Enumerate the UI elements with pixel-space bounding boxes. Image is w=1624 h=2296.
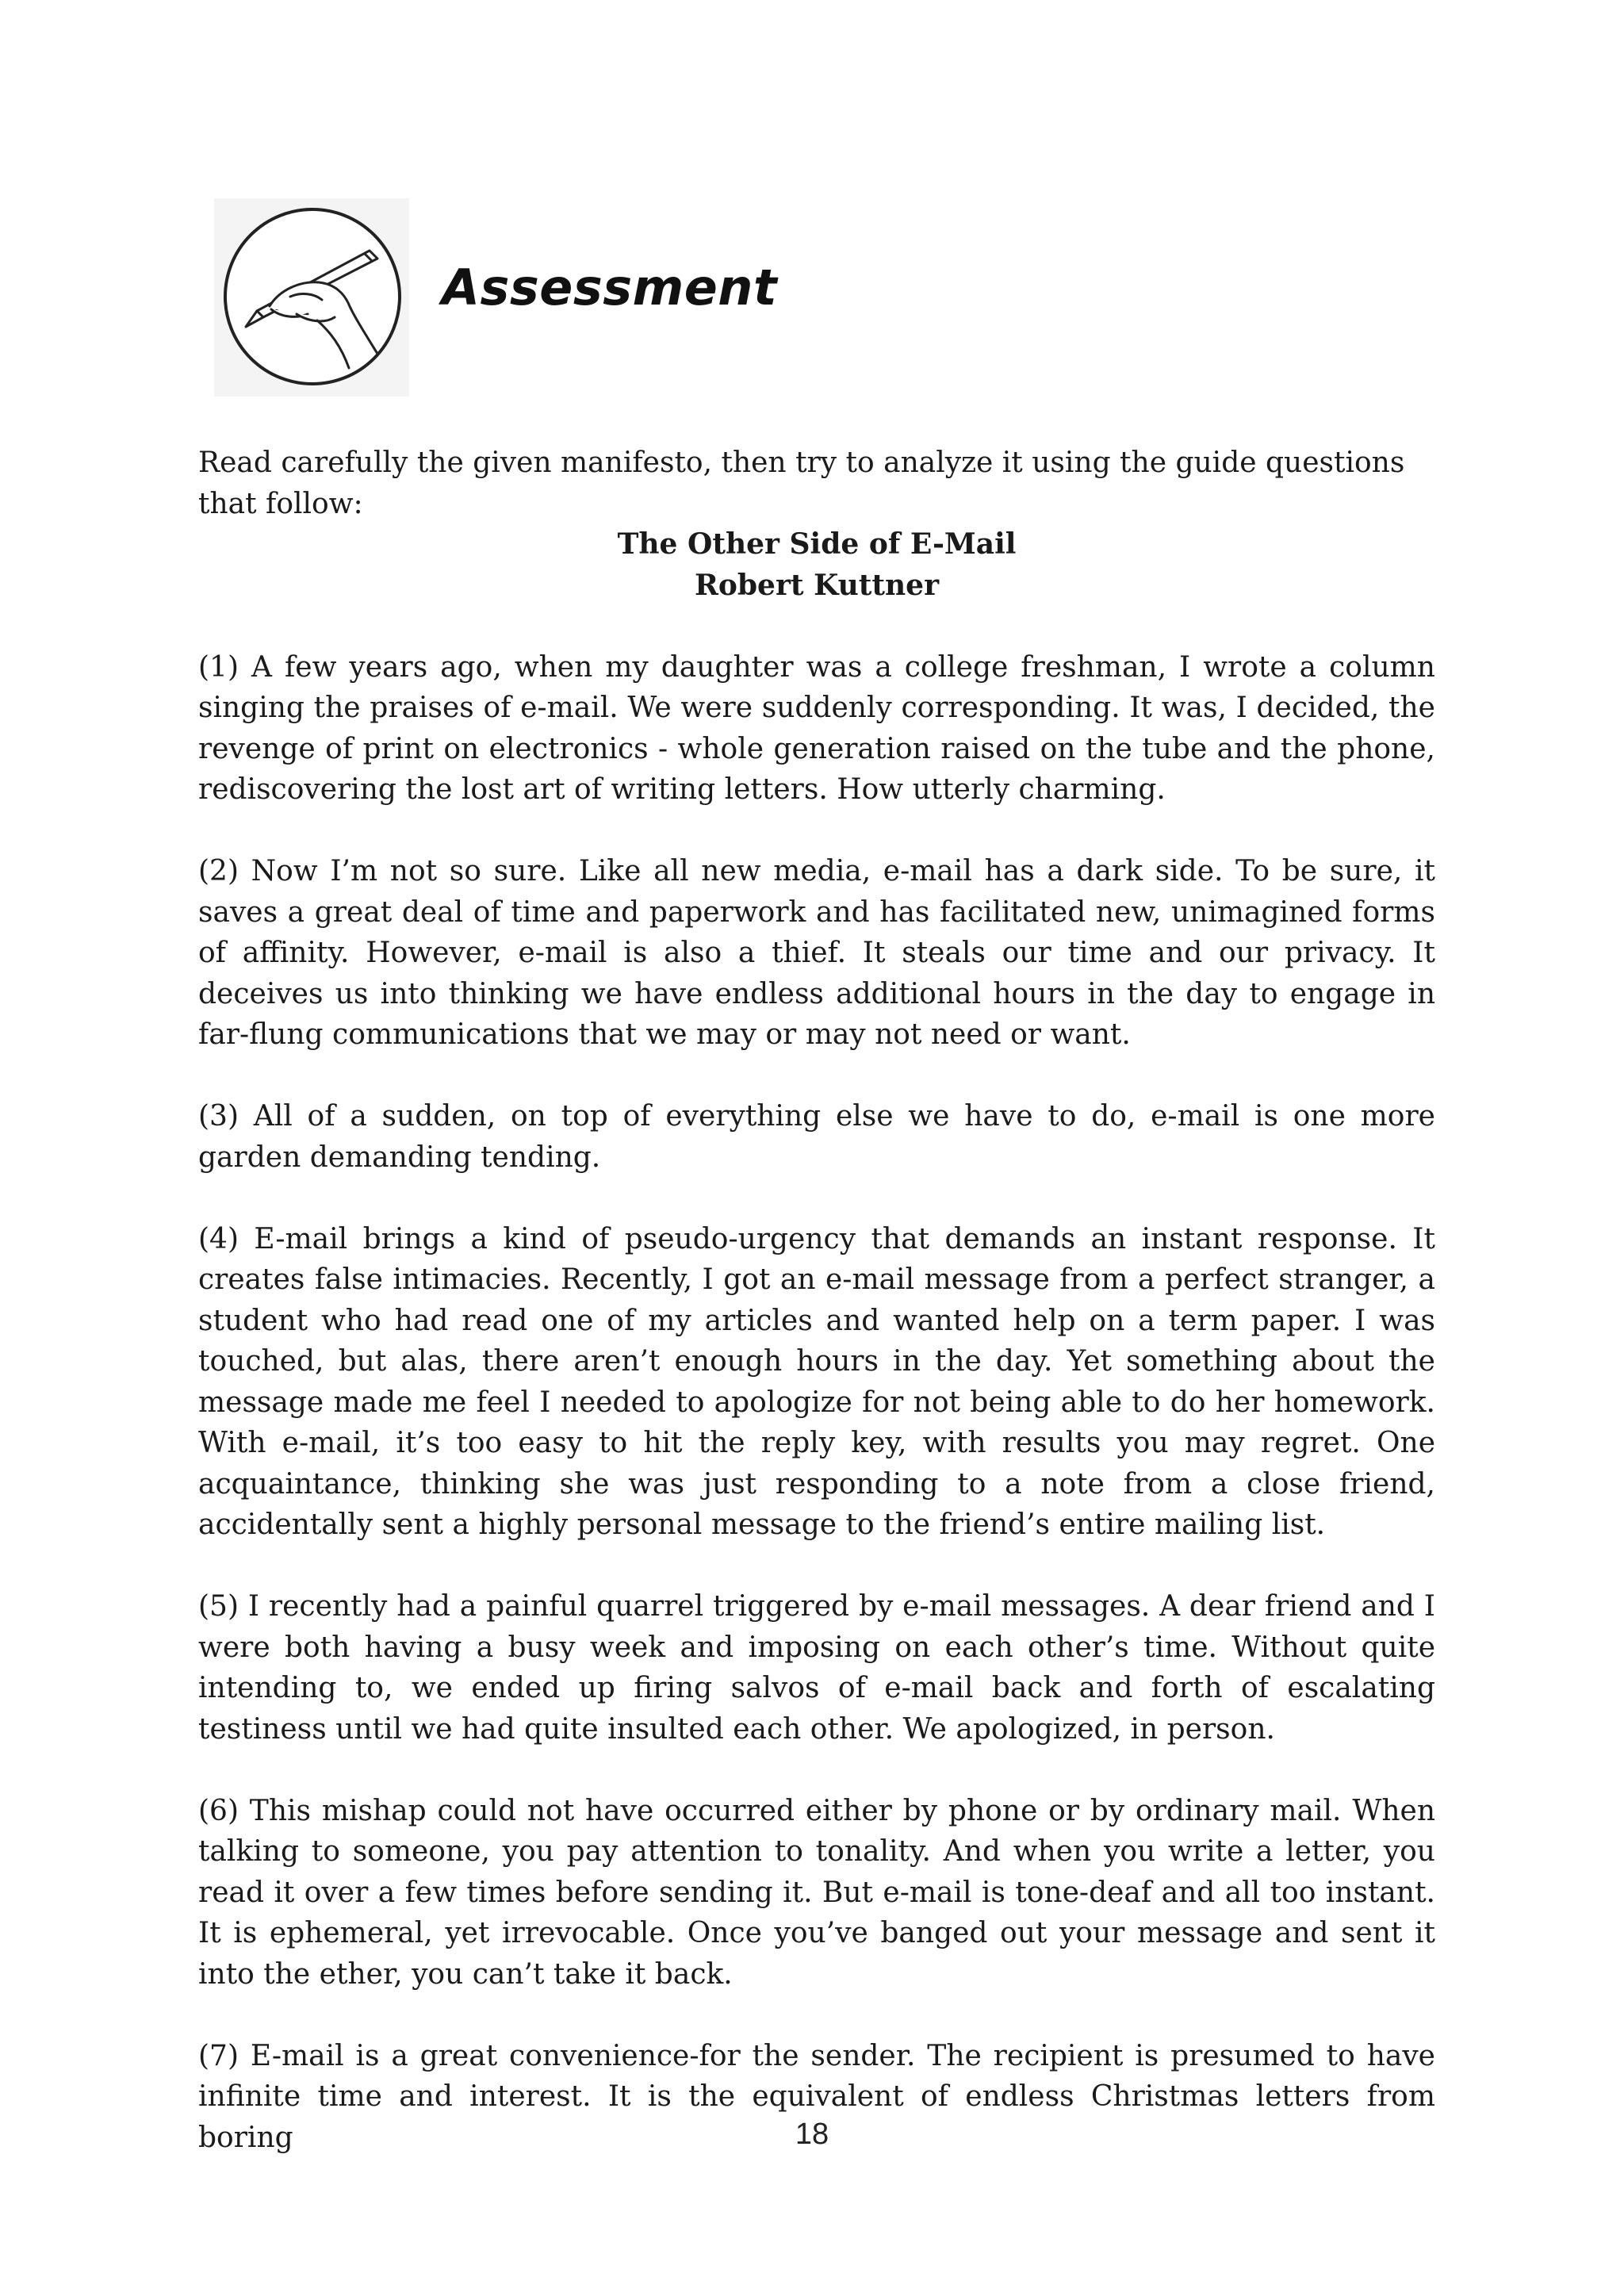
- article-paragraph-3: (3) All of a sudden, on top of everything else we have to do, e-mail is one more garden demanding tending.: [198, 1100, 1435, 1174]
- main-content: [198, 443, 1435, 2158]
- page-number: 18: [795, 2118, 829, 2151]
- article-paragraph-7: (7) E-mail is a great convenience-for the sender. The recipient is presumed to have infinite time and interest. It is the equivalent of endless Christmas letters from boring: [198, 2039, 1435, 2154]
- instructions-text: Read carefully the given manifesto, then try to analyze it using the guide questions that follow:: [198, 447, 1405, 520]
- article-paragraph-1: (1) A few years ago, when my daughter was a college freshman, I wrote a column singing the praises of e-mail. We were suddenly corresponding. It was, I decided, the revenge of print on electronics - whole generation raised on the tube and the phone, rediscovering the lost art of writing letters. How utterly charming.: [198, 650, 1435, 806]
- hand-writing-icon: [214, 198, 409, 397]
- article-paragraph-6: (6) This mishap could not have occurred either by phone or by ordinary mail. When talking to someone, you pay attention to tonality. And when you write a letter, you read it over a few times before sending it. But e-mail is tone-deaf and all too instant. It is ephemeral, yet irrevocable. Once you’ve banged out your message and sent it into the ether, you can’t take it back.: [198, 1794, 1435, 1991]
- article-title: The Other Side of E-Mail: [617, 527, 1017, 561]
- article-paragraph-5: (5) I recently had a painful quarrel triggered by e-mail messages. A dear friend and I were both having a busy week and imposing on each other’s time. Without quite intending to, we ended up firing salvos of e-mail back and forth of escalating testiness until we had quite insulted each other. We apologized, in person.: [198, 1590, 1435, 1746]
- article-paragraph-2: (2) Now I’m not so sure. Like all new media, e-mail has a dark side. To be sure, it saves a great deal of time and paperwork and has facilitated new, unimagined forms of affinity. However, e-mail is also a thief. It steals our time and our privacy. It deceives us into thinking we have endless additional hours in the day to engage in far-flung communications that we may or may not need or want.: [198, 855, 1435, 1051]
- article-author: Robert Kuttner: [694, 568, 940, 602]
- page-title: Assessment: [442, 259, 778, 316]
- article-paragraph-4: (4) E-mail brings a kind of pseudo-urgency that demands an instant response. It creates false intimacies. Recently, I got an e-mail message from a perfect stranger, a student who had read one of my articles and wanted help on a term paper. I was touched, but alas, there aren’t enough hours in the day. Yet something about the message made me feel I needed to apologize for not being able to do her homework. With e-mail, it’s too easy to hit the reply key, with results you may regret. One acquaintance, thinking she was just responding to a note from a close friend, accidentally sent a highly personal message to the friend’s entire mailing list.: [198, 1222, 1435, 1541]
